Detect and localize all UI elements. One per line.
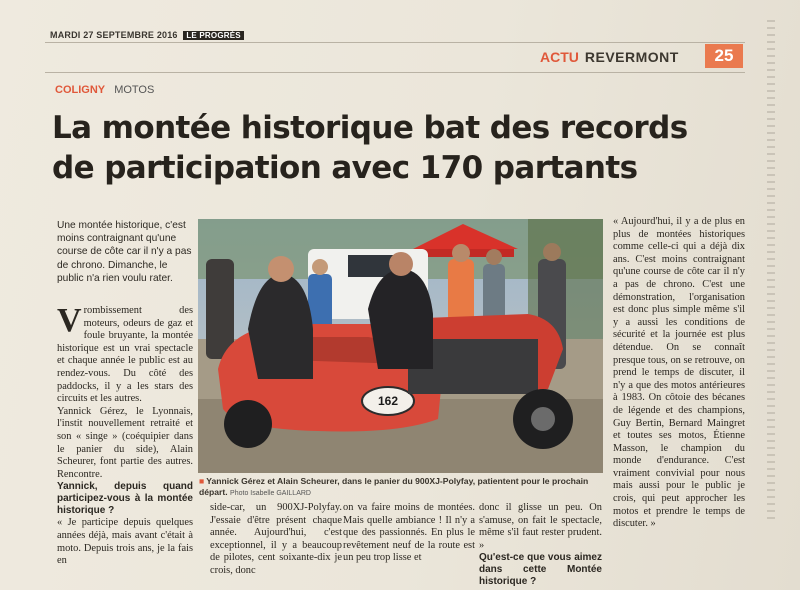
interview-question: Yannick, depuis quand participez-vous à la montée historique ? — [57, 481, 193, 517]
paragraph: side-car, un 900XJ-Polyfay. J'essaie d'être présent chaque année. Aujourd'hui, c'est exceptionnel, il y a beaucoup de pilotes, cent soixante-dix je crois, donc — [210, 502, 342, 576]
photo-caption — [199, 476, 599, 499]
sidecar-photo — [198, 219, 603, 473]
paragraph: « Je participe depuis quelques années déjà, mais avant c'était à moto. Depuis trois ans, je la fais en — [57, 517, 193, 567]
binding-dots — [767, 20, 775, 520]
masthead — [50, 30, 244, 40]
article-column-4 — [479, 502, 602, 588]
kicker-topic: MOTOS — [114, 84, 155, 96]
paragraph: Yannick Gérez, le Lyonnais, l'instit nouvellement retraité et son « singe » (coéquipier dans le panier du side), Alain Scheurer, font partie des autres. Rencontre. — [57, 405, 193, 480]
kicker-town: COLIGNY — [55, 84, 106, 96]
section-actu: ACTU — [540, 49, 579, 65]
article-column-5 — [613, 216, 745, 531]
chapo: Une montée historique, c'est moins contraignant qu'une course de côte car il n'y a pas de chrono. Dimanche, le public n'a rien voulu rater. — [57, 220, 192, 284]
section-revermont: REVERMONT — [584, 49, 679, 65]
paper-logo: LE PROGRÈS — [183, 31, 243, 40]
photo-credit: Photo Isabelle GAILLARD — [230, 490, 311, 497]
interview-question: Qu'est-ce que vous aimez dans cette Montée historique ? — [479, 552, 602, 588]
race-number: 162 — [377, 394, 399, 408]
paragraph: on va faire moins de montées. Mais quelle ambiance ! Il n'y a que des passionnés. En plus le revêtement neuf de la route est un peu trop lisse et — [343, 502, 475, 564]
paragraph: rombissement des moteurs, odeurs de gaz et foule bruyante, la montée historique est un vrai spectacle et chaque année le public est au rendez-vous. Du côté des paddocks, il y a les stars des circuits et les autres. — [57, 305, 193, 405]
section-rule — [45, 72, 745, 73]
sidecar-illustration — [198, 219, 603, 473]
article-column-3 — [343, 502, 475, 565]
section-header — [540, 47, 679, 67]
top-rule — [45, 42, 745, 43]
caption-text: Yannick Gérez et Alain Scheurer, dans le panier du 900XJ-Polyfay, patientent pour le prochain départ. — [199, 476, 589, 497]
paragraph: « Aujourd'hui, il y a de plus en plus de montées historiques comme celle-ci qui a déjà dix ans. C'est moins contraignant qu'une course de côte car il n'y a pas de chrono. C'est une démonstration, l'organisation est donc plus simple même s'il y a aussi les conditions de sécurité et la journée est plus détendue. On se connaît presque tous, on se retrouve, on prend le temps de discuter, il n'y a que des motos antérieures à 1983. On côtoie des bécanes de légende et des champions, Guy Bertin, Bernard Maingret et toutes ses motos, Étienne Masson, le champion du monde d'endurance. C'est vraiment convivial pour nous mais aussi pour le public je crois, qui peut approcher les motos et prendre le temps de discuter. » — [613, 216, 745, 530]
headline: La montée historique bat des records de participation avec 170 partants — [52, 110, 688, 186]
paragraph: donc il glisse un peu. On s'amuse, on fait le spectacle, même s'il faut rester prudent. » — [479, 502, 602, 551]
drop-cap: V — [57, 302, 82, 339]
caption-square-icon: ■ — [199, 476, 205, 486]
page-number: 25 — [705, 44, 743, 68]
kicker — [55, 84, 154, 96]
article-column-2 — [210, 502, 342, 578]
article-column-1 — [57, 302, 193, 568]
issue-date: MARDI 27 SEPTEMBRE 2016 — [50, 30, 178, 40]
